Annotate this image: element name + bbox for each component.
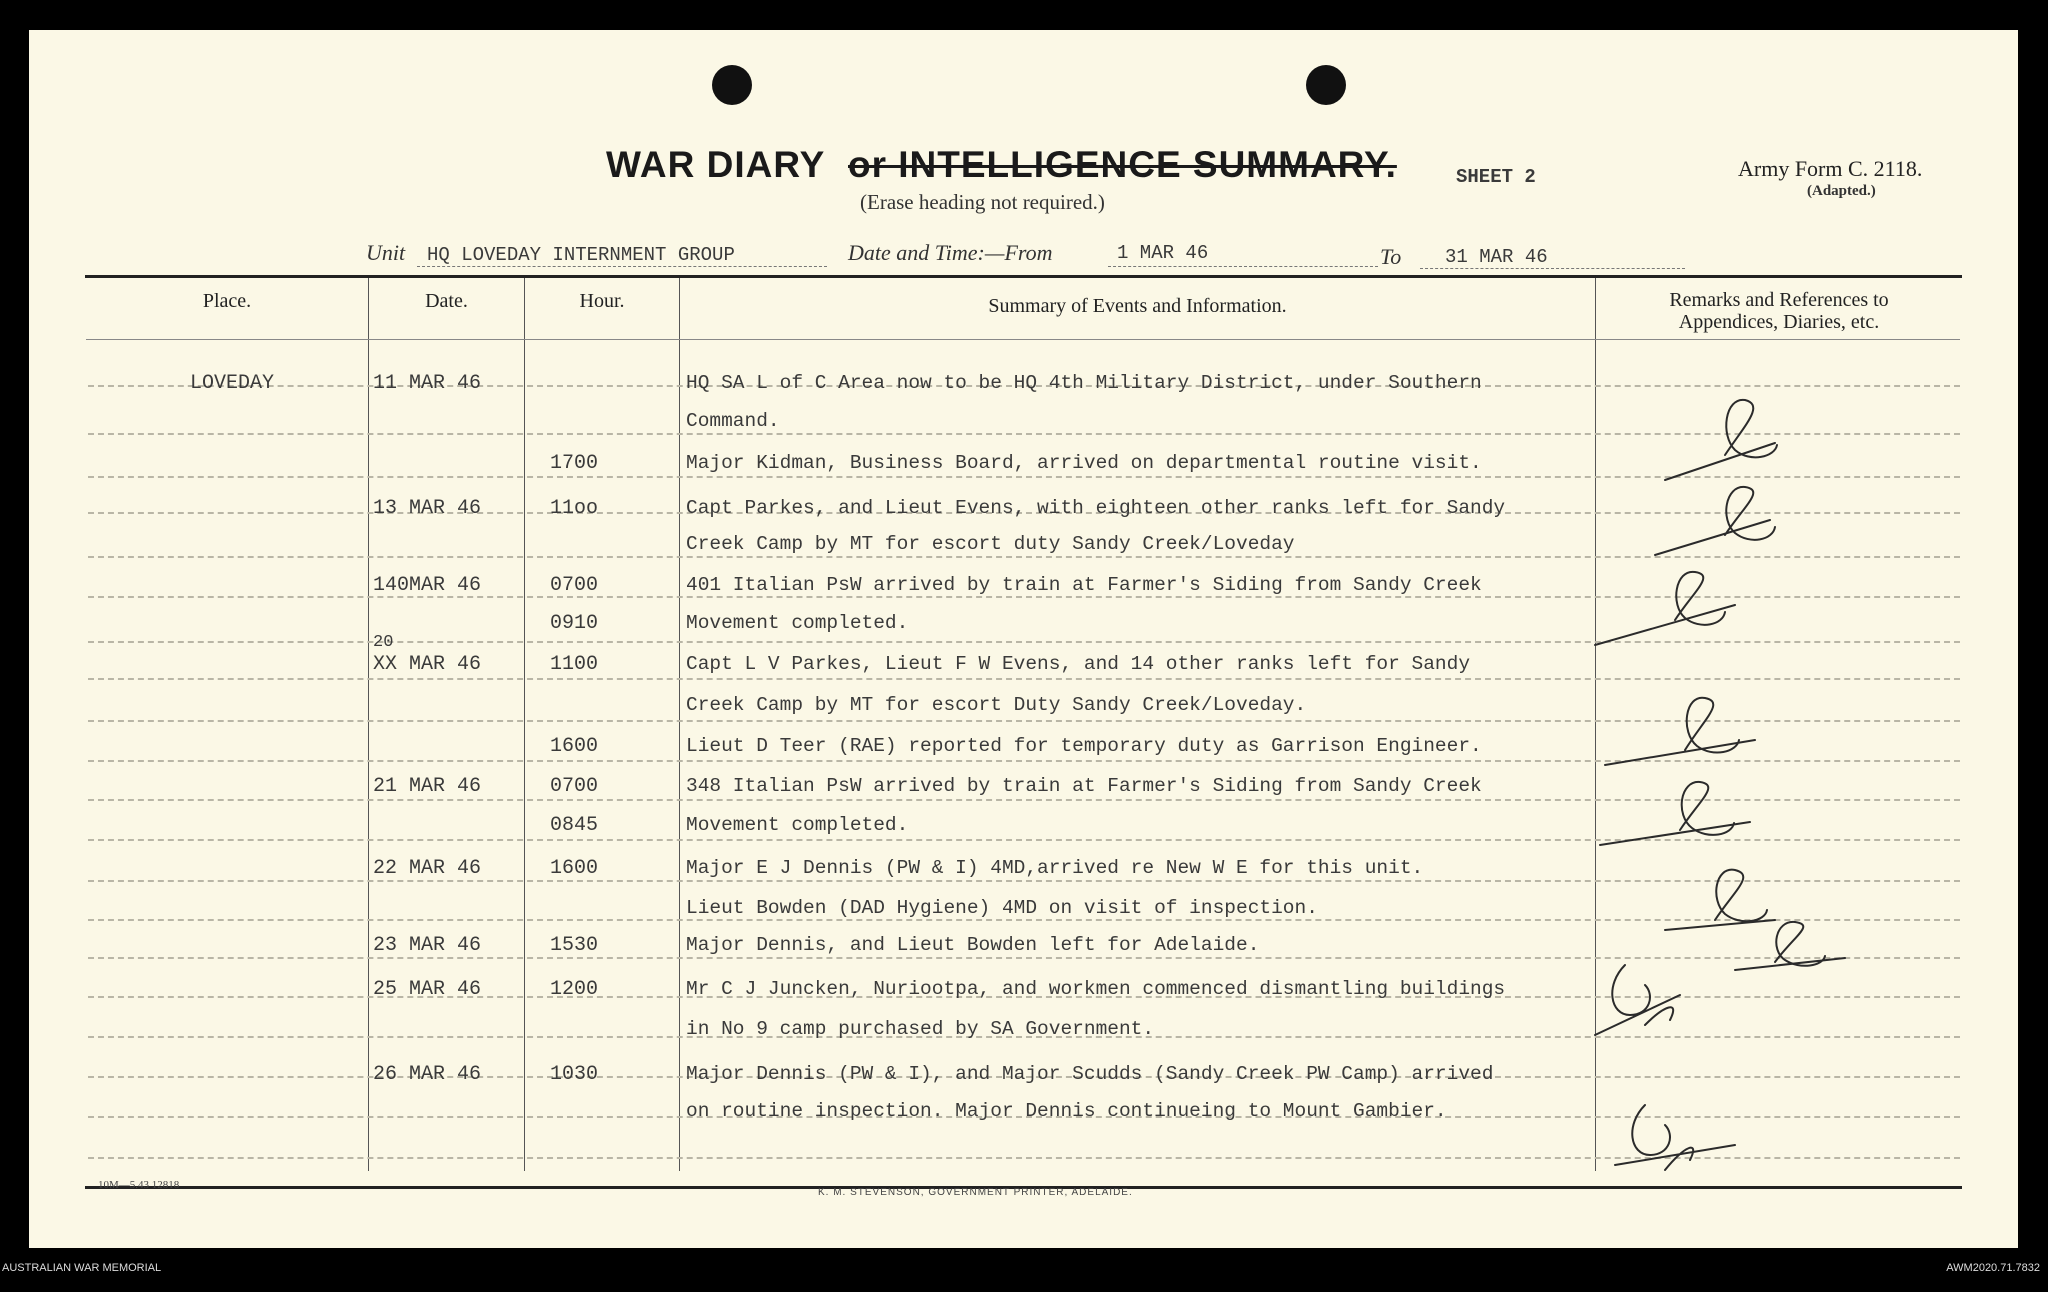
date-time-label: Date and Time:—From — [848, 240, 1053, 265]
entry-summary: Movement completed. — [686, 814, 909, 836]
entry-summary: Major Dennis, and Lieut Bowden left for Adelaide. — [686, 934, 1260, 956]
entry-summary: Major Dennis (PW & I), and Major Scudds (Sandy Creek PW Camp) arrived — [686, 1063, 1494, 1085]
entry-summary: HQ SA L of C Area now to be HQ 4th Military District, under Southern — [686, 372, 1482, 394]
entry-date: 21 MAR 46 — [373, 775, 482, 798]
entry-summary: Major Kidman, Business Board, arrived on departmental routine visit. — [686, 452, 1482, 474]
ruled-line — [88, 839, 1960, 841]
entry-hour: 0845 — [550, 814, 599, 837]
entry-date: 23 MAR 46 — [373, 934, 482, 957]
unit-underline — [417, 266, 827, 267]
header-remarks-line1: Remarks and References to — [1669, 289, 1889, 311]
entry-summary: Capt Parkes, and Lieut Evens, with eighteen other ranks left for Sandy — [686, 497, 1506, 519]
entry-date: 25 MAR 46 — [373, 978, 482, 1001]
entry-summary: Creek Camp by MT for escort Duty Sandy Creek/Loveday. — [686, 694, 1307, 716]
entry-hour: 0700 — [550, 574, 599, 597]
army-form-label: Army Form C. 2118. — [1738, 156, 1923, 181]
entry-summary: Major E J Dennis (PW & I) 4MD,arrived re New W E for this unit. — [686, 857, 1424, 879]
to-underline — [1420, 268, 1685, 269]
header-date: Date. — [425, 290, 468, 312]
entry-summary: Movement completed. — [686, 612, 909, 634]
entry-hour: 0700 — [550, 775, 599, 798]
entry-hour: 1700 — [550, 452, 599, 475]
title-struck-intelligence-summary: or INTELLIGENCE SUMMARY. — [848, 144, 1397, 185]
ruled-line — [88, 799, 1960, 801]
title-war-diary: WAR DIARY — [606, 144, 826, 185]
entry-summary: Creek Camp by MT for escort duty Sandy Creek/Loveday — [686, 533, 1295, 555]
entry-hour: 0910 — [550, 612, 599, 635]
entry-summary: Lieut D Teer (RAE) reported for temporary duty as Garrison Engineer. — [686, 735, 1482, 757]
header-divider — [86, 339, 1960, 340]
entry-summary: Capt L V Parkes, Lieut F W Evens, and 14 other ranks left for Sandy — [686, 653, 1471, 675]
to-date-value: 31 MAR 46 — [1445, 246, 1548, 268]
ruled-line — [88, 556, 1960, 558]
entry-hour: 1100 — [550, 653, 599, 676]
header-summary: Summary of Events and Information. — [988, 295, 1287, 317]
sheet-number: SHEET 2 — [1456, 166, 1536, 188]
entry-hour: 1200 — [550, 978, 599, 1001]
date-overwrite: 20 — [373, 633, 394, 652]
entry-date: 26 MAR 46 — [373, 1063, 482, 1086]
unit-label: Unit — [366, 240, 406, 265]
ruled-line — [88, 476, 1960, 478]
entry-hour: 1530 — [550, 934, 599, 957]
erase-note: (Erase heading not required.) — [860, 190, 1105, 214]
entry-summary: 401 Italian PsW arrived by train at Farmer's Siding from Sandy Creek — [686, 574, 1482, 596]
entry-date: 11 MAR 46 — [373, 372, 482, 395]
ruled-line — [88, 641, 1960, 643]
form-code: 10M—5.43 12818 — [98, 1179, 180, 1191]
ruled-line — [88, 760, 1960, 762]
entry-hour: 1600 — [550, 857, 599, 880]
ruled-line — [88, 880, 1960, 882]
entry-summary: in No 9 camp purchased by SA Government. — [686, 1018, 1155, 1040]
archive-id: AWM2020.71.7832 — [1946, 1262, 2040, 1274]
entry-date: 140MAR 46 — [373, 574, 482, 597]
entry-date: 13 MAR 46 — [373, 497, 482, 520]
entry-place: LOVEDAY — [190, 372, 275, 395]
header-remarks-line2: Appendices, Diaries, etc. — [1678, 311, 1880, 333]
from-underline — [1108, 266, 1378, 267]
unit-value: HQ LOVEDAY INTERNMENT GROUP — [427, 244, 735, 266]
archive-label: AUSTRALIAN WAR MEMORIAL — [2, 1262, 162, 1274]
ruled-line — [88, 957, 1960, 959]
ruled-line — [88, 433, 1960, 435]
entry-hour: 1600 — [550, 735, 599, 758]
entry-summary: on routine inspection. Major Dennis continueing to Mount Gambier. — [686, 1100, 1447, 1122]
header-place: Place. — [202, 290, 252, 312]
to-label: To — [1380, 244, 1402, 269]
entry-summary: 348 Italian PsW arrived by train at Farmer's Siding from Sandy Creek — [686, 775, 1482, 797]
table-top-rule — [85, 275, 1962, 278]
entry-date: XX MAR 46 — [373, 653, 482, 676]
ruled-line — [88, 678, 1960, 680]
header-hour: Hour. — [579, 290, 625, 312]
entry-summary: Command. — [686, 410, 780, 432]
entry-hour: 1030 — [550, 1063, 599, 1086]
entry-summary: Lieut Bowden (DAD Hygiene) 4MD on visit of inspection. — [686, 897, 1318, 919]
adapted-label: (Adapted.) — [1807, 183, 1876, 199]
ruled-line — [88, 919, 1960, 921]
punch-hole-right — [1306, 65, 1346, 105]
ruled-line — [88, 720, 1960, 722]
punch-hole-left — [712, 65, 752, 105]
entry-hour: 11oo — [550, 497, 599, 520]
printer-credit: K. M. STEVENSON, GOVERNMENT PRINTER, ADELAIDE. — [818, 1187, 1133, 1198]
entry-date: 22 MAR 46 — [373, 857, 482, 880]
entry-summary: Mr C J Juncken, Nuriootpa, and workmen commenced dismantling buildings — [686, 978, 1506, 1000]
ruled-line — [88, 1157, 1960, 1159]
from-date-value: 1 MAR 46 — [1117, 242, 1209, 264]
ruled-line — [88, 596, 1960, 598]
